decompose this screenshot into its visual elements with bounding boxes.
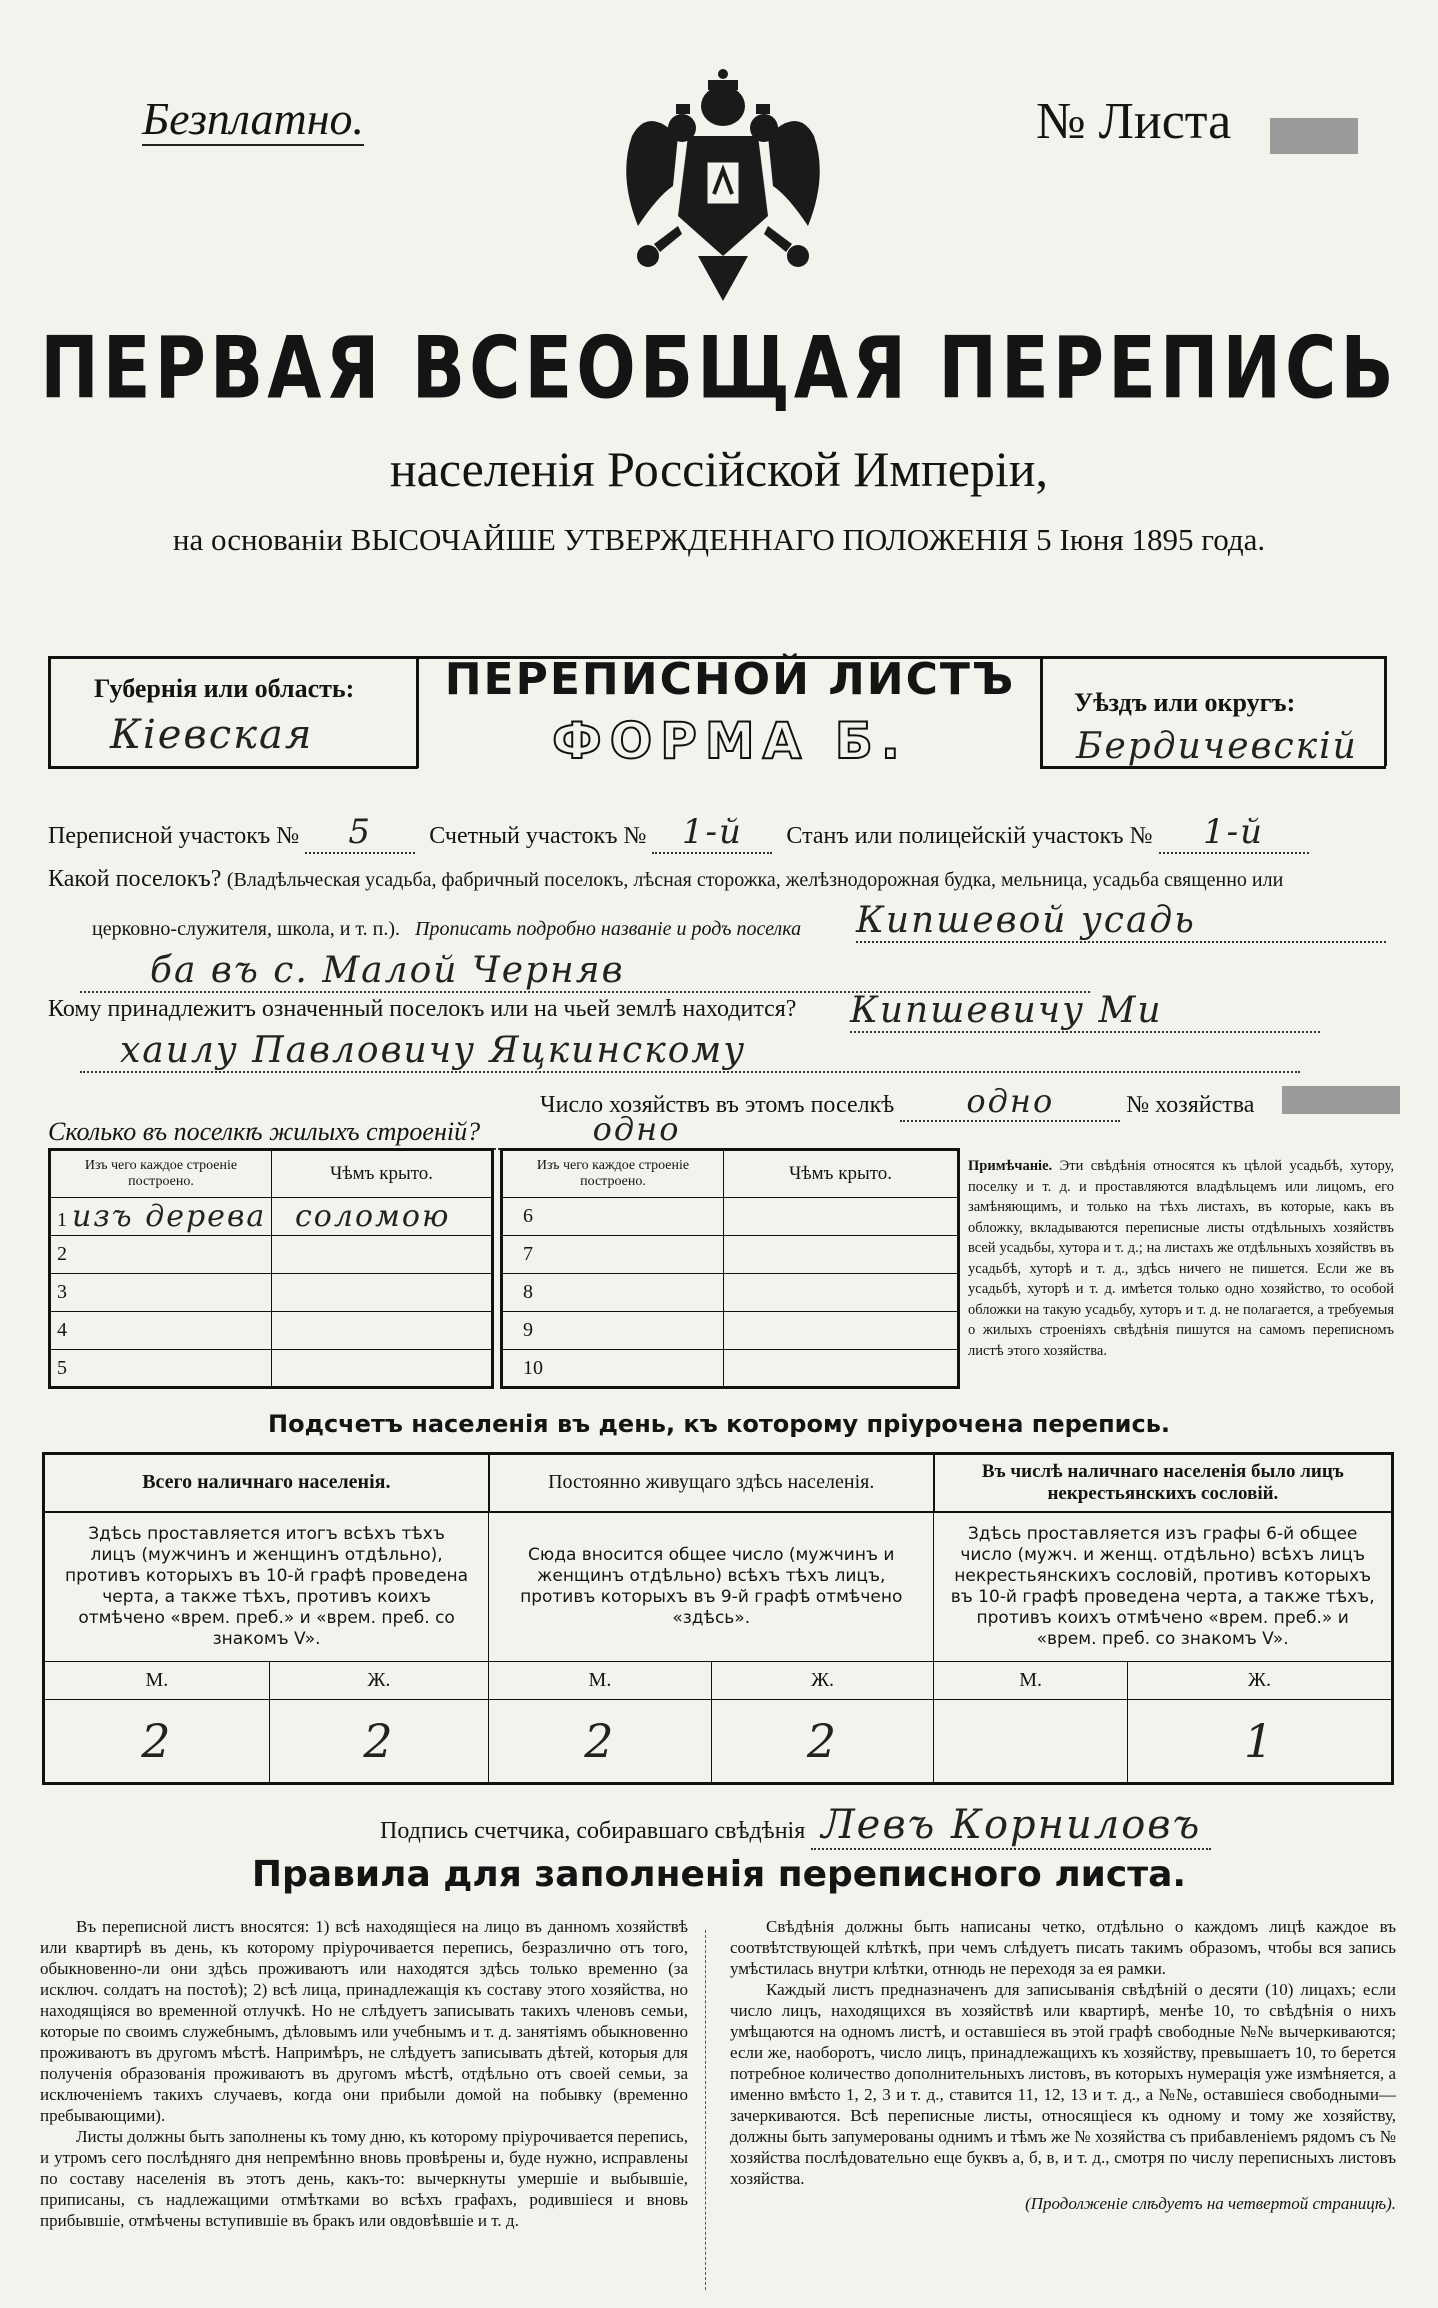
permanent-female: 2 [711,1700,934,1784]
rules-continued: (Продолженіе слѣдуетъ на четвертой страницѣ). [1025,2194,1396,2213]
buildings-col-material: Изъ чего каждое строеніе построено. [50,1150,272,1198]
uezd-value: Бердичевскій [1076,726,1358,767]
owner-value-2: хаилу Павловичу Яцкинскому [80,1030,1300,1073]
buildings-note [968,1156,1394,1361]
rules-right-p2: Каждый листъ предназначенъ для записыванія свѣдѣній о десяти (10) лицахъ; если число лицъ, находящихся въ хозяйствѣ или квартирѣ, менѣе 10, то свѣдѣнія о нихъ умѣщаются на одномъ листѣ, и оставшіеся въ этой графѣ свободные №№ вычеркиваются; если же, наоборотъ, число лицъ, принадлежащихъ къ хозяйству, превышаетъ 10, то берется потребное количество дополнительныхъ листовъ, въ которыхъ нумерація уже измѣняется, а именно вмѣсто 1, 2, 3 и т. д., ставится 11, 12, 13 и т. д., а №№, оставшіеся свободными—зачеркиваются. Всѣ переписные листы, относящіеся къ одному и тому же хозяйству, должны быть запумерованы однимъ и тѣмъ же № хозяйства съ прибавленіемъ рядомъ съ № хозяйства послѣдовательно еще буквъ а, б, в, и т. д., смотря по числу переписныхъ листовъ хозяйства. [730,1980,1396,2188]
free-label: Безплатно. [142,93,365,144]
table-row: 6 [502,1198,959,1236]
population-heading: Подсчетъ населенія въ день, къ которому пріурочена перепись. [268,1410,1170,1438]
col-nonpeasant-desc: Здѣсь проставляется изъ графы 6-й общее число (мужч. и женщ. отдѣльно) всѣхъ лицъ некрестьянскихъ сословій, противъ которыхъ въ 10-й графѣ проведена черта, а также тѣхъ, противъ коихъ отмѣчено «врем. преб.» и «врем. преб. со знакомъ V». [934,1512,1393,1662]
area-line [48,812,1309,854]
buildings-value: одно [487,1110,787,1150]
settlement-question [48,866,1393,893]
table-row: 10 [502,1350,959,1388]
table-row: 9 [502,1312,959,1350]
page-title: ПЕРВАЯ ВСЕОБЩАЯ ПЕРЕПИСЬ [40,318,1398,419]
owner-value-1: Кипшевичу Ми [850,990,1320,1033]
rules-title: Правила для заполненія переписного листа. [251,1854,1187,1895]
buildings-table-right: Изъ чего каждое строеніе построено. Чѣмъ крыто. 6 7 8 9 10 [500,1148,960,1389]
col-present-desc: Здѣсь проставляется итогъ всѣхъ тѣхъ лицъ (мужчинъ и женщинъ отдѣльно), противъ которыхъ въ 10-й графѣ проведена черта, а также тѣхъ, противъ коихъ отмѣчено «врем. преб.» и «врем. преб. со знакомъ V». [44,1512,489,1662]
counting-area-value: 1-й [652,812,772,854]
table-row: 8 [502,1274,959,1312]
buildings-label: Сколько въ поселкѣ жилыхъ строеній? [48,1117,481,1146]
settlement-value-1: Кипшевой усадь [856,900,1386,943]
settlement-instruction: Прописать подробно названіе и родъ поселка [415,918,802,940]
signature-label: Подпись счетчика, собиравшаго свѣдѣнія [380,1818,806,1844]
col-nonpeasant-title: Въ числѣ наличнаго населенія было лицъ некрестьянскихъ сословій. [934,1454,1393,1512]
legal-basis: на основаніи ВЫСОЧАЙШЕ УТВЕРЖДЕННАГО ПОЛОЖЕНІЯ 5 Іюня 1895 года. [172,522,1266,557]
present-female: 2 [269,1700,488,1784]
nonpeasant-female: 1 [1128,1700,1393,1784]
table-row: 7 [502,1236,959,1274]
counting-area-label: Счетный участокъ № [429,823,647,849]
rules-left-p1: Въ переписной листъ вносятся: 1) всѣ находящіеся на лицо въ данномъ хозяйствѣ или квартирѣ въ день, къ которому пріурочивается перепись, безразлично отъ того, обыкновенно-ли они здѣсь проживаютъ или находятся здѣсь только временно (за исключ. солдатъ на постоѣ); 2) всѣ лица, принадлежащія къ составу этого хозяйства, но находящіяся во временной отлучкѣ. Но не слѣдуетъ записывать такихъ членовъ семьи, которые по своимъ служебнымъ, дѣловымъ или учебнымъ и т. д. занятіямъ обыкновенно проживаютъ въ другомъ мѣстѣ. Напримѣръ, не слѣдуетъ записывать дѣтей, которыя для полученія образованія проживаютъ въ другомъ мѣстѣ, отдѣльно отъ своей семьи, за исключеніемъ такихъ случаевъ, когда они прибыли домой на побывку (временно пребывающими). [40,1917,688,2125]
rules-left-p2: Листы должны быть заполнены къ тому дню, къ которому пріурочивается перепись, и утромъ сего послѣдняго дня непремѣнно вновь провѣрены и, буде нужно, исправлены по составу населенія въ этотъ день, какъ-то: вычеркнуты умершіе и выбывшіе, приписаны, съ надлежащими отмѣтками во всѣхъ графахъ, родившіеся и вновь прибывшіе, отмѣчены вступившіе въ бракъ или овдовѣвшіе и т. д. [40,2127,688,2230]
guberniya-value: Кіевская [110,712,314,758]
permanent-male: 2 [489,1700,712,1784]
buildings-table-left [48,1148,494,1389]
table-row: 2 [50,1236,493,1274]
buildings-col-roof: Чѣмъ крыто. [272,1150,493,1198]
column-divider [705,1930,706,2290]
table-row: 3 [50,1274,493,1312]
household-number-label: № хозяйства [1126,1092,1255,1118]
households-label: Число хозяйствъ въ этомъ поселкѣ [540,1092,895,1118]
col-permanent-title: Постоянно живущаго здѣсь населенія. [489,1454,934,1512]
col-permanent-desc: Сюда вносится общее число (мужчинъ и женщинъ отдѣльно) всѣхъ тѣхъ лицъ, противъ которыхъ въ 9-й графѣ отмѣчено «здѣсь». [489,1512,934,1662]
rules-right-column [730,1916,1396,2214]
rules-right-p1: Свѣдѣнія должны быть написаны четко, отдѣльно о каждомъ лицѣ каждое въ соотвѣтствующей клѣткѣ, при чемъ слѣдуетъ писать такимъ образомъ, чтобы вся запись умѣстилась внутри клѣтки, отнюдь не переходя за ея рамки. [730,1917,1396,1978]
stan-value: 1-й [1159,812,1309,854]
sheet-number-blot [1270,118,1358,154]
nonpeasant-male [934,1700,1128,1784]
buildings-line [48,1110,787,1150]
col-present-title: Всего наличнаго населенія. [44,1454,489,1512]
census-sheet-title: ПЕРЕПИСНОЙ ЛИСТЪ [444,654,1016,705]
present-male: 2 [44,1700,270,1784]
owner-label: Кому принадлежитъ означенный поселокъ или на чьей землѣ находится? [48,996,797,1022]
stan-label: Станъ или полицейскій участокъ № [786,823,1153,849]
note-title: Примѣчаніе. [968,1158,1053,1174]
settlement-options: (Владѣльческая усадьба, фабричный поселокъ, лѣсная сторожка, желѣзнодорожная будка, мельница, усадьба священно или [226,869,1284,891]
table-row: 5 [50,1350,493,1388]
settlement-options-cont: церковно-служителя, школа, и т. п.). Прописать подробно названіе и родъ поселка [92,918,802,940]
signature-line [380,1802,1211,1850]
household-number-blot [1282,1086,1400,1114]
population-values-row [44,1700,1393,1784]
table-row: 4 [50,1312,493,1350]
population-table: Всего наличнаго населенія. Постоянно живущаго здѣсь населенія. Въ числѣ наличнаго населенія было лицъ некрестьянскихъ сословій. Здѣсь проставляется итогъ всѣхъ тѣхъ лицъ (мужчинъ и женщинъ отдѣльно), противъ которыхъ въ 10-й графѣ проведена черта, а также тѣхъ, противъ коихъ отмѣчено «врем. преб.» и «врем. преб. со знакомъ V». Сюда вносится общее число (мужчинъ и женщинъ отдѣльно) всѣхъ тѣхъ лицъ, противъ которыхъ въ 9-й графѣ отмѣчено «здѣсь». Здѣсь проставляется изъ графы 6-й общее число (мужч. и женщ. отдѣльно) всѣхъ лицъ некрестьянскихъ сословій, противъ которыхъ въ 10-й графѣ проведена черта, а также тѣхъ, противъ коихъ отмѣчено «врем. преб.» и «врем. преб. со знакомъ V». М. Ж. М. Ж. М. Ж. 2 2 2 2 1 [42,1452,1394,1785]
settlement-value-2: ба въ с. Малой Черняв [80,950,1090,993]
table-row: 1 изъ дерева соломою [50,1198,493,1236]
imperial-eagle-emblem [618,66,828,306]
settlement-label: Какой поселокъ? [48,866,222,892]
page-subtitle: населенія Россійской Имперіи, [389,441,1049,497]
guberniya-label: Губернія или область: [94,674,355,703]
census-area-value: 5 [305,812,415,854]
sheet-number-label: № Листа [1036,93,1232,150]
note-text: Эти свѣдѣнія относятся къ цѣлой усадьбѣ, хутору, поселку и т. д. и проставляются владѣльцемъ или лицомъ, его замѣняющимъ, и только на тѣхъ листахъ, въ которые, какъ въ обложку, вкладываются переписные листы отдѣльныхъ хозяйствъ всей усадьбы, хутора и т. д.; на листахъ же отдѣльныхъ хозяйствъ въ усадьбѣ, хуторѣ и т. д., здѣсь ничего не пишется. Если же въ усадьбѣ, хуторѣ и т. д. имѣется только одно хозяйство, то особой обложки на такую усадьбу, хуторъ и т. д. не полагается, а требуемыя о жилыхъ строеніяхъ свѣдѣнія пишутся на самомъ переписномъ листѣ этого хозяйства. [968,1158,1395,1359]
form-name: ФОРМА Б. [552,712,908,770]
rules-left-column [40,1916,688,2231]
census-area-label: Переписной участокъ № [48,823,300,849]
households-value: одно [900,1082,1120,1122]
uezd-label: Уѣздъ или округъ: [1074,688,1296,717]
signature-value: Левъ Корниловъ [811,1802,1211,1850]
